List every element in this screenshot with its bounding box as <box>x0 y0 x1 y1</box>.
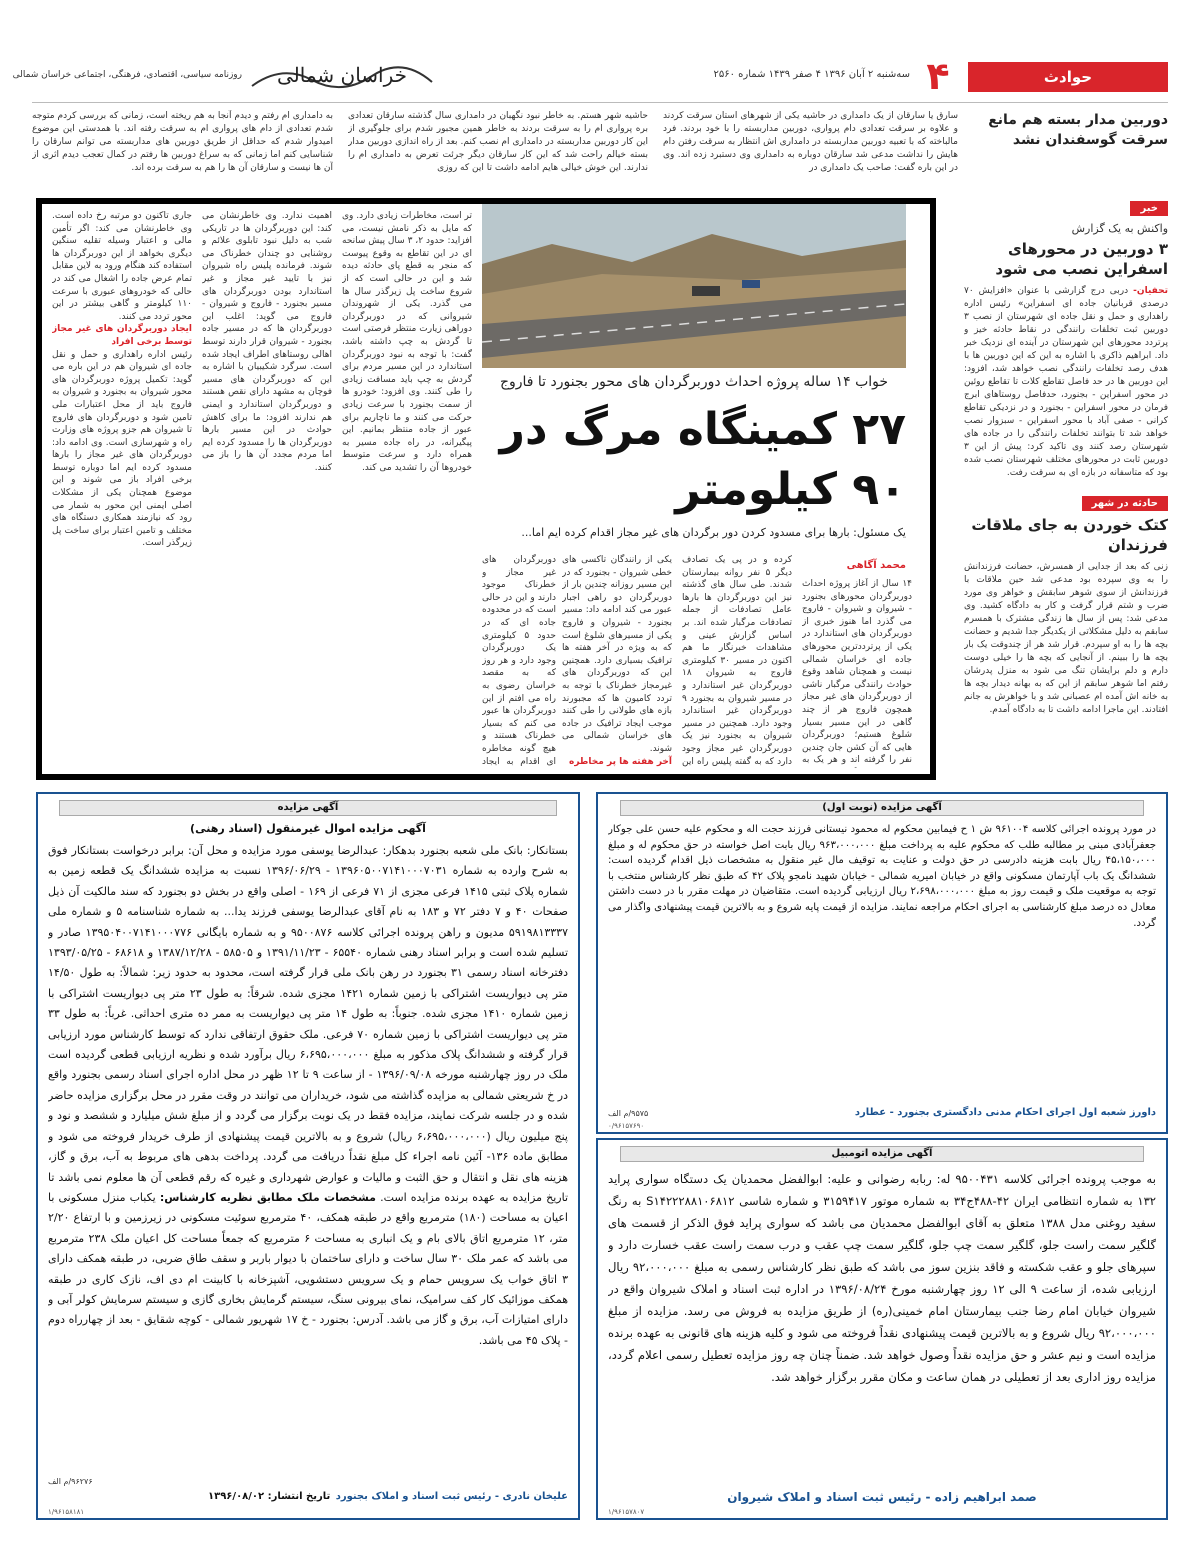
news-tag: خبر <box>1130 201 1168 216</box>
feature-subhead-3: آخر هفته ها پر مخاطره <box>569 756 672 767</box>
feature-column-6: اهمیت ندارد. وی خاطرنشان می کند: این دوربرگردان ها در تاریکی شب به دلیل نبود تابلوی علائم و روشنایی دو چندان خطرناک می شوند. فرمانده پلیس راه شیروان نیز با تایید غیر مجاز و غیر استاندارد بودن دوربرگردان های مسیر بجنورد - فاروج و شیروان - فاروج می گوید: اغلب این دوربرگردان ها که در مسیر جاده بجنورد - شیروان قرار دارند توسط اهالی روستاهای اطراف ایجاد شده است. سرگرد شکیبیان با اشاره به این که دوربرگردان های مسیر فوچان به مشهد دارای نقص هستند و دوربرگردان استاندارد و ایمنی هم ندارند افزود: ما برای کاهش حوادث در این مسیر بارها دوربرگردان ها را مسدود کرده ایم اما مردم مجدد آن ها را باز می کنند. <box>202 211 332 473</box>
section-label: حوادث <box>968 62 1168 92</box>
feature-column-2: کرده و در پی یک تصادف دیگر ۵ نفر روانه بیمارستان شدند. طی سال های گذشته نیز این دوربرگردان ها بارها عامل تصادفات از جمله تصادفات مرگبار شده اند. بر اساس گزارش عینی و مشاهدات خبرنگار ما هم اکنون در مسیر ۳۰ کیلومتری فاروج به شیروان ۱۸ دوربرگردان غیر استاندارد و در مسیر شیروان به بجنورد ۹ دوربرگردان غیر استاندارد وجود دارد. همچنین در مسیر شیروان به بجنورد نیز یک دوربرگردان غیر مجاز وجود دارد که به گفته پلیس راه این <box>682 555 792 767</box>
spec-text: یکباب منزل مسکونی با اعیان به مساحت (۱۸۰) مترمربع واقع در طبقه همکف، ۴۰ مترمربع سوئیت مسکونی در زیرزمین و با ارتفاع ۲/۲۰ متر، ۱۲ مترمربع اتاق بالای بام و یک انباری به مساحت ۶ مترمربع که جمعاً مساحت کل اعیان ملک ۲۳۸ مترمربع می باشد که عمر ملک ۳۰ سال ساخت و دارای ساختمان با دیوار باربر و سقف طاق ضربی، در طبقه همکف دارای ۳ اتاق خواب یک سرویس حمام و یک سرویس دستشویی، آشپزخانه با کابینت ام دی اف، نازک کاری در طبقه همکف موزائیک کار کف سرامیک، نمای بیرونی سنگ، سیستم گرمایش بخاری گازی و سیستم سرمایش کولر آبی و دارای امتیازات آب، برق و گاز می باشد. آدرس: بجنورد - خ ۱۷ شهریور شمالی - کوچه شقایق - بعد از چهارراه دوم - پلاک ۴۵ می باشد. <box>48 1190 568 1347</box>
issue-info: سه‌شنبه ۲ آبان ۱۳۹۶ ۴ صفر ۱۴۳۹ شماره ۲۵۶۰ <box>713 69 910 80</box>
tagline: روزنامه سیاسی، اقتصادی، فرهنگی، اجتماعی خراسان شمالی <box>12 70 242 80</box>
byline: محمد آگاهی <box>846 560 906 571</box>
ad-signature-text: داورز شعبه اول اجرای احکام مدنی دادگستری بجنورد - عطارد <box>854 1107 1156 1118</box>
ad-signature: صمد ابراهیم زاده - رئیس ثبت اسناد و املاک شیروان <box>727 1490 1037 1504</box>
auction-ad-first <box>596 792 1168 1134</box>
ad-signature <box>608 1107 1156 1118</box>
side-body-2: زنی که بعد از جدایی از همسرش، حضانت فرزندانش را به وی سپرده بود مدعی شد حین ملاقات با فرزندانش از سوی شوهر سابقش و خواهر وی مورد ضرب و شتم قرار گرفت و کار به دادگاه کشید. وی مدعی شد: پس از سال ها زندگی مشترک با همسرم سابقم به دلیل مشکلاتی از یکدیگر جدا شدیم و حضانت بچه ها را به او سپردم. قرار شد هر از چندوقت یک بار بچه ها را ببینم. از آنجایی که بچه ها را خیلی دوست دارم و دلم برایشان تنگ می شود به منزل پدرشان رفتم اما شوهر سابقم از این که به بهانه دیدار بچه ها به خانه اش آمده ام عصبانی شد و با خواهرش به جانم افتادند. این ماجرا ادامه داشت تا به دادگاه آمدم. <box>964 562 1168 715</box>
source-label: تحفیان- <box>1133 286 1168 296</box>
side-headline-1: ۳ دوربین در محورهای اسفراین نصب می شود <box>995 240 1168 278</box>
headline-text: دوربین مدار بسته هم مانع سرقت گوسفندان نشد <box>988 112 1168 148</box>
top-story-headline <box>978 110 1168 180</box>
property-auction-ad <box>36 792 580 1520</box>
page-number: ۴ <box>926 54 950 98</box>
side-kicker: واکنش به یک گزارش <box>1071 222 1168 235</box>
newspaper-logo <box>242 56 442 96</box>
ad-serial: ۱/۹۶۱۵۷۸۰۷ <box>608 1508 645 1516</box>
feature-subhead-7: ایجاد دوربرگردان های غیر مجاز توسط برخی افراد <box>52 324 192 347</box>
feature-subtitle: یک مسئول: بارها برای مسدود کردن دور برگردان های غیر مجاز اقدام کرده ایم اما... <box>521 526 906 539</box>
logo-text: خراسان شمالی <box>276 63 408 87</box>
feature-column-4 <box>482 554 556 768</box>
side-body-1 <box>964 285 1168 483</box>
feature-column-4-text: دوربرگردان های غیر مجاز و خطرناک موجود دارند و این در حالی است که در محدوده جاده ای که در حدود ۵ کیلومتری یک دوربرگردان وجود دارد و هر روز که به مقصد خراسان رضوی به راه می افتم از این دوربرگردان ها عبور می کنم که بسیار خطرناک هستند و هیچ گونه مخاطره ای اقدام به ایجاد <box>482 555 556 767</box>
ad-signature-text: علیخان نادری - رئیس ثبت اسناد و املاک بجنورد <box>335 1491 568 1502</box>
top-story-column-2: حاشیه شهر هستم. به خاطر نبود نگهبان در دامداری سال گذشته سارقان تعدادی بره پرواری ام را به سرقت بردند به خاطر همین مجبور شدم برای جلوگیری از این کار دوربین مداربسته در دامداری ام نصب کنم. بعد از راه اندازی دوربین مدار بسته خیالم راحت شد که این کار سارقان دیگر جرئت تعرض به دامداری ام را ندارند. این خوش خیالی هایم ادامه داشت تا این که روزی <box>348 111 648 173</box>
feature-column-3-text: یکی از رانندگان تاکسی های خطی شیروان - بجنورد که در این مسیر روزانه چندین بار از دوربرگردان دو راهی اجبار عبور می کند ادامه داد: مسیر بجنورد - شیروان و فاروج یکی از مسیرهای شلوغ است که به ویژه در آخر هفته ها ترافیک بسیاری دارد. همچنین این که دوربرگردان های غیرمجاز خطرناک با توجه به تردد کامیون ها که مجبورند بازه های طولانی را طی کنند موجب ایجاد ترافیک در جاده های خراسان شمالی می شوند. <box>562 555 672 754</box>
ad-title: آگهی مزایده <box>59 800 558 816</box>
top-story <box>32 110 1168 190</box>
car-auction-ad <box>596 1138 1168 1520</box>
masthead <box>12 54 1168 103</box>
side-column <box>964 196 1168 782</box>
incident-tag: حادثه در شهر <box>1082 496 1168 511</box>
publish-date: تاریخ انتشار: ۱۳۹۶/۰۸/۰۲ <box>208 1491 331 1502</box>
logo-graphic <box>242 56 442 96</box>
ad-code: ۹۶۲۷۶/م الف <box>48 1477 93 1486</box>
ad-serial: ۰/۹۶۱۵۷۶۹۰ <box>608 1122 645 1130</box>
feature-column-7b-text: رئیس اداره راهداری و حمل و نقل جاده ای شیروان هم در این باره می گوید: تکمیل پروژه دوربرگردان های محور شیروان به بجنورد و شیروان به فاروج باید از محل اعتبارات ملی تامین شود و دوربرگردان های فاروج تا شیروان هم جزو پروژه های وزارت راه و شهرسازی است. وی ادامه داد: دوربرگردان های غیر مجاز را بارها مسدود کرده ایم اما دوباره توسط برخی افراد باز می شوند و این موضوع همچنان یکی از مشکلات اصلی ایمنی این محور به شمار می رود که نیازمند همکاری دستگاه های مختلف و تامین اعتبار برای ساخت پل زیرگذر است. <box>52 349 192 549</box>
feature-column-1: ۱۴ سال از آغاز پروژه احداث دوربرگردان محورهای بجنورد - شیروان و شیروان - فاروج می گذرد اما هنوز خبری از دوربرگردان های استاندارد در یکی از پرترددترین محورهای جاده ای خراسان شمالی نیست و همچنان شاهد وقوع حوادث رانندگی مرگبار ناشی از دوربرگردان های غیر مجاز همچون فاروج هر از چند گاهی در این مسیر بسیار شلوغ هستیم؛ دوربرگردان هایی که آن کشن جان چندین نفر را گرفته اند و هر یک به <box>802 579 912 766</box>
feature-kicker: خواب ۱۴ ساله پروژه احداث دوربرگردان های محور بجنورد تا فاروج <box>499 374 889 390</box>
ad-subtitle: آگهی مزایده اموال غیرمنقول (اسناد رهنی) <box>190 822 426 835</box>
ad-body <box>48 841 568 1453</box>
spec-label: مشخصات ملک مطابق نظریه کارشناس: <box>159 1190 376 1204</box>
top-story-column-1: سارق یا سارقان از یک دامداری در حاشیه یکی از شهرهای استان سرقت کردند و علاوه بر سرقت تعدادی دام پرواری، دوربین مداربسته را با خود بردند. فرد مالباخته که با تعبیه دوربین مداربسته در دامداری اش انتظار به سرقت رفتن دام هایش را نداشت مدعی شد سارقان دوباره به دامداری وی دستبرد زده اند. وی در این باره گفت: صاحب یک دامداری در <box>663 111 958 173</box>
road-photo <box>482 204 906 368</box>
feature-column-5: تر است، مخاطرات زیادی دارد. وی که مایل به ذکر نامش نیست، می افزاید: حدود ۲، ۳ سال پیش سانحه ای در این تقاطع به وقوع پیوست که منجر به قطع پای حادثه دیده شد و این در حالی است که از شروع ساخت پل زیرگذر سال ها می گذرد. یکی از شهروندان شیروانی که در دوربرگردان دوراهی زیارت منتظر فرصتی است تا گردش به چپ داشته باشد، گفت: با توجه به نبود دوربرگردان استاندارد در این مسیر مردم برای گردش به چپ باید مسافت زیادی را طی کنند. وی افزود: خودرو ها از سمت بجنورد با سرعت زیادی حرکت می کنند و ما ناچاریم برای عبور از جاده منتظر بمانیم. این پیگیرانه، در راه جاده مسیر به همراه دارد و سرعت متوسط خودروها آن را تشدید می کند. <box>342 211 472 473</box>
top-story-column-3: به دامداری ام رفتم و دیدم آنجا به هم ریخته است، زمانی که بررسی کردم متوجه شدم تعدادی از دام های پرواری ام به سرقت رفته اند. با همدستی این موضوع امیدوار شدم که حداقل از طریق دوربین های مداربسته می توانم سارقان را شناسایی کنم اما زمانی که به سراغ دوربین ها رفتم در کمال تعجب دیدم اثری از آن ها نیست و سارقان آن ها را هم به سرقت برده اند. <box>32 111 333 173</box>
feature-column-7-text: جاری تاکنون دو مرتبه رخ داده است. وی خاطرنشان می کند: اگر تأمین مالی و اعتبار وسیله تقلیه سنگین دیگری بخواهد از این دوربرگردان ها استفاده کند هنگام ورود به لاین مقابل تمام عرض جاده را اشغال می کند در حالی که خودروهای عبوری با سرعت ۱۱۰ کیلومتر و گاهی بیشتر در این محور تردد می کنند. <box>52 211 192 322</box>
ad-title: آگهی مزایده اتومبیل <box>620 1146 1145 1162</box>
feature-column-7 <box>52 210 192 768</box>
feature-story <box>36 198 936 780</box>
ad-signature-row <box>48 1491 568 1502</box>
feature-title: ۲۷ کمینگاه مرگ در ۹۰ کیلومتر <box>499 404 906 515</box>
side-body-1-text: دربی درج گزارشی با عنوان «افزایش ۷۰ درصدی قربانیان جاده ای اسفراین» رئیس اداره راهداری و حمل و نقل جاده ای شهرستان از نصب ۳ دوربین ثبت تخلفات رانندگی در نقاط حادثه خیز و پرتردد محورهای این شهرستان در آینده ای نزدیک خبر داد. ابراهیم ذاکری با اشاره به این که این دوربین ها با هدف رصد تخلفات رانندگی نصب خواهد شد، افزود: این دوربین ها در حد فاصل تقاطع کلات تا تقاطع روئین در محور اسفراین - بجنورد، حدفاصل روستاهای ابرج فرمان در محور اسفراین - بجنورد و در نزدیکی تقاطع کرانی - صفی آباد با محور اسفراین - سبزوار نصب خواهد شد تا بتوانند تخلفات رانندگی را در جاده های شهرستان رصد کنند وی تاکید کرد: پیش از این ۳ دوربین ثابت در محورهای مختلف شهرستان نصب شده بود که متاسفانه در بازه ای به سرقت رفت. <box>964 286 1168 478</box>
ad-body: در مورد پرونده اجرائی کلاسه ۹۶۱۰۰۴ ش ۱ ح فیمابین محکوم له محمود نیستانی فرزند حجت اله و محکوم علیه حسن علی جوکار جعفرآبادی مبنی بر مطالبه طلب که محکوم علیه به پرداخت مبلغ ۹۶۳،۰۰۰،۰۰۰ ریال بابت اصل خواسته در حق محکوم له و مبلغ ۴۵،۱۵۰،۰۰۰ ریال بابت هزینه دادرسی در حق دولت و عنایت به توقیف مال غیر منقول به مشخصات ذیل اقدام گردیده است: ششدانگ یک باب آپارتمان مسکونی واقع در خیابان امیریه شمالی - خیابان شهید نامجو پلاک ۴۲ که طبق نظر کارشناس منتخب با توجه به موقعیت ملک و قیمت روز به مبلغ ۲،۶۹۸،۰۰۰،۰۰۰ ریال ارزیابی گردیده است. متقاضیان در مهلت مقرر با در دست داشتن معادل ده درصد مبلغ کارشناسی به اجرای احکام مراجعه نمایند. مزایده از قیمت پایه شروع و به بالاترین قیمت پیشنهادی واگذار می گردد. <box>608 824 1156 929</box>
ad-body-text: بستانکار: بانک ملی شعبه بجنورد بدهکار: عبدالرضا یوسفی مورد مزایده و محل آن: برابر درخواست بستانکار فوق به شرح وارده به شماره ۱۳۹۶۰۵۰۰۷۱۴۱۰۰۰۷۰۳۱ - ۱۳۹۶/۰۶/۲۹ نسبت به مزایده ششدانگ یک قطعه زمین به شماره پلاک ثبتی ۱۴۱۵ فرعی مجزی از ۷۱ فرعی از ۱۶۹ - اصلی واقع در بخش دو بجنورد که سند مالکیت آن ذیل صفحات ۴۰ و ۷ دفتر ۷۲ و ۱۸۳ به نام آقای عبدالرضا یوسفی فرزند یدا... به شماره شناسنامه ۵ و شماره ملی ۵۹۱۹۸۱۳۳۳۷ مدیون و راهن پرونده اجرائی کلاسه ۹۵۰۰۸۷۶ و به شماره بایگانی ۱۳۹۵۰۴۰۰۷۱۴۱۰۰۰۷۷۶ صادر و تسلیم شده است و برابر اسناد رهنی شماره ۶۵۵۴۰ - ۱۳۹۱/۱۱/۲۳ و ۵۸۵۰۵ - ۱۳۸۷/۱۲/۲۸ و ۶۸۶۱۸ - ۱۳۹۳/۰۵/۲۵ دفترخانه اسناد رسمی ۳۱ بجنورد در رهن بانک ملی قرار گرفته است، محدود به حدود زیر: شمالاً: به طول ۱۴/۵۰ متر پی دیواریست اشتراکی با زمین شماره ۱۴۲۱ مجزی شده. شرقاً: به طول ۲۳ متر پی دیواریست اشتراکی با زمین شماره ۱۴۱۰ مجزی شده. جنوباً: به طول ۱۴ متر پی دیواریست به ممر ده متری احداثی. غرباً: به طول ۳۳ متر پی دیواریست اشتراکی با زمین شماره ۷۰ فرعی. ملک حقوق ارتفاقی ندارد که توسط کارشناس مورد ارزیابی قرار گرفته و ششدانگ پلاک مذکور به مبلغ ۶،۶۹۵،۰۰۰،۰۰۰ ریال برآورد شده و نظریه ارزیابی قطعی گردیده است ملک در روز چهارشنبه مورخه ۱۳۹۶/۰۹/۰۸ - از ساعت ۹ تا ۱۲ ظهر در محل اداره اجرای اسناد رسمی بجنورد واقع در خ شریعتی شمالی به مزایده گذاشته می شود، خریداران می توانند در وقت مقرر در محل برگزاری مزایده حاضر شده و در جلسه شرکت نمایند، مزایده فقط در یک نوبت برگزار می گردد و از مبلغ شش میلیارد و ششصد و نود و پنج میلیون ریال (۶،۶۹۵،۰۰۰،۰۰۰ ریال) شروع و به بالاترین قیمت پیشنهادی از طرف خریدار فروخته می شود و مطابق ماده ۱۳۶- آئین نامه اجراء کل مبلغ نقداً دریافت می گردد. پرداخت بدهی های مربوط به آب، برق و گاز، هزینه های نقل و انتقال و حق الثبت و مالیات و عوارض شهرداری و غیره که رقم قطعی آن ها معلوم نمی باشد تا تاریخ مزایده به عهده برنده مزایده است. <box>48 844 568 1204</box>
ad-title: آگهی مزایده (نوبت اول) <box>620 800 1145 816</box>
ad-code: ۹۵۷۵/م الف <box>608 1109 649 1118</box>
feature-column-3 <box>562 554 672 768</box>
ad-serial: ۱/۹۶۱۵۸۱۸۱ <box>48 1508 85 1516</box>
ad-body: به موجب پرونده اجرائی کلاسه ۹۵۰۰۴۳۱ له: ربابه رضوانی و علیه: ابوالفضل محمدیان یک دستگاه سواری پراید ۱۳۲ به شماره انتظامی ایران ۴۲-۴۸۸ج۳۴ به شماره موتور ۳۱۵۹۴۱۷ و شماره شاسی S۱۴۲۲۲۸۸۱۰۶۸۱۲ به رنگ سفید روغنی مدل ۱۳۸۸ متعلق به آقای ابوالفضل محمدیان می باشد که سواری پراید فوق الذکر از قسمت های گلگیر سمت راست جلو، گلگیر سمت چپ جلو، گلگیر سمت چپ عقب و درب سمت راست عقب خسارت دارد و سپرهای جلو و عقب شکسته و فاقد بنزین سوز می باشد که طبق نظر کارشناس رسمی به مبلغ ۹۲،۰۰۰،۰۰۰ ریال ارزیابی شده، از ساعت ۹ الی ۱۲ روز چهارشنبه مورخ ۱۳۹۶/۰۸/۲۴ در اداره ثبت اسناد و املاک شیروان واقع در شیروان خیابان امام رضا جنب بیمارستان امام خمینی(ره) از طریق مزایده به فروش می رسد. مزایده از مبلغ ۹۲،۰۰۰،۰۰۰ ریال شروع و به بالاترین قیمت پیشنهادی نقداً فروخته می شود و کلیه هزینه های قانونی به عهده برنده مزایده است و نیم عشر و حق مزایده نقداً وصول خواهد شد. ضمناً چنان چه روز مزایده تعطیل رسمی اعلام گردد، مزایده روز اداری بعد از تعطیلی در همان ساعت و مکان مقرر برگزار خواهد شد. <box>608 1172 1156 1384</box>
side-headline-2: کتک خوردن به جای ملاقات فرزندان <box>971 516 1168 554</box>
